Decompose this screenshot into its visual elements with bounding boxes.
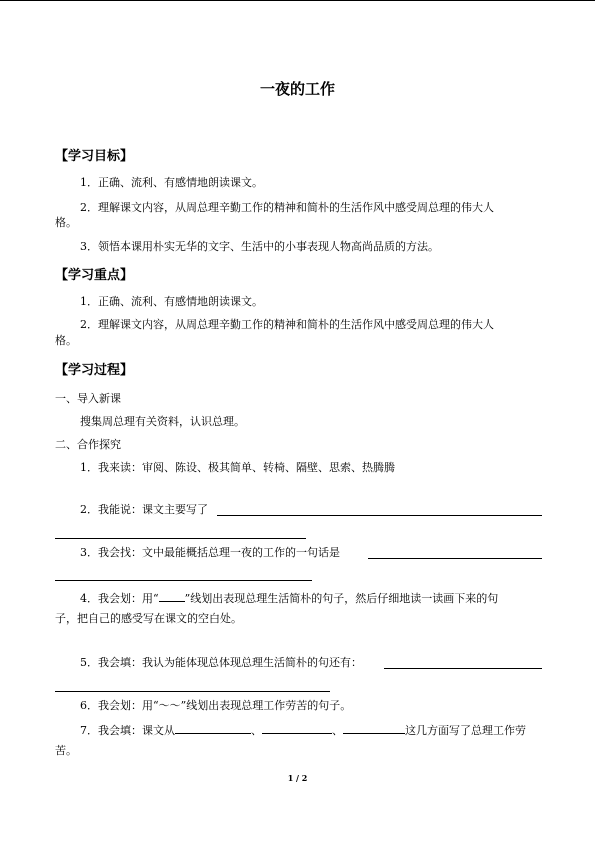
goals-heading: 【学习目标】 xyxy=(55,149,134,164)
goals-item-3: 3．领悟本课用朴实无华的文字、生活中的小事表现人物高尚品质的方法。 xyxy=(80,240,439,253)
question-7-line-1 xyxy=(80,722,526,738)
process-heading: 【学习过程】 xyxy=(55,363,134,378)
question-7-line-2: 苦。 xyxy=(55,744,77,757)
question-6: 6．我会划：用“～～”线划出表现总理工作劳苦的句子。 xyxy=(80,699,352,712)
q7-text-a: 7．我会填：课文从 xyxy=(80,724,175,737)
question-5: 5．我会填：我认为能体现总体现总理生活简朴的句还有： xyxy=(80,656,362,669)
q3-answer-line[interactable] xyxy=(368,558,542,559)
document-title: 一夜的工作 xyxy=(259,80,335,98)
q4-text-a: 4．我会划：用“ xyxy=(80,592,159,605)
question-4-line-2: 子，把自己的感受写在课文的空白处。 xyxy=(55,612,242,625)
question-4-line-1 xyxy=(80,590,498,606)
q7-text-b: 这几方面写了总理工作劳 xyxy=(405,724,526,737)
question-2: 2．我能说：课文主要写了 xyxy=(80,503,208,516)
q5-answer-line[interactable] xyxy=(384,668,542,669)
part1-title: 一、导入新课 xyxy=(55,392,121,405)
focus-item-2-cont: 格。 xyxy=(55,334,77,347)
q5-answer-line-2[interactable] xyxy=(55,691,330,692)
q2-answer-line[interactable] xyxy=(217,515,542,516)
q7-blank-3[interactable] xyxy=(343,722,405,734)
page-number: 1 / 2 xyxy=(287,773,308,783)
goals-item-1: 1．正确、流利、有感情地朗读课文。 xyxy=(80,176,263,189)
q2-answer-line-2[interactable] xyxy=(55,538,306,539)
q4-line-sample xyxy=(159,590,185,602)
q3-answer-line-2[interactable] xyxy=(55,580,312,581)
q7-sep-1: 、 xyxy=(251,724,262,737)
focus-item-1: 1．正确、流利、有感情地朗读课文。 xyxy=(80,295,263,308)
focus-item-2: 2．理解课文内容，从周总理辛勤工作的精神和简朴的生活作风中感受周总理的伟大人 xyxy=(80,318,494,331)
goals-item-2-cont: 格。 xyxy=(55,216,77,229)
q4-text-b: ”线划出表现总理生活简朴的句子，然后仔细地读一读画下来的句 xyxy=(184,592,499,605)
part2-title: 二、合作探究 xyxy=(55,438,121,451)
question-1: 1．我来读：审阅、陈设、极其简单、转椅、隔壁、思索、热腾腾 xyxy=(80,461,395,474)
q7-sep-2: 、 xyxy=(332,724,343,737)
goals-item-2: 2．理解课文内容，从周总理辛勤工作的精神和简朴的生活作风中感受周总理的伟大人 xyxy=(80,201,494,214)
question-3: 3．我会找：文中最能概括总理一夜的工作的一句话是 xyxy=(80,546,340,559)
q7-blank-1[interactable] xyxy=(175,722,251,734)
focus-heading: 【学习重点】 xyxy=(55,268,134,283)
part1-text: 搜集周总理有关资料，认识总理。 xyxy=(80,415,245,428)
q7-blank-2[interactable] xyxy=(262,722,332,734)
